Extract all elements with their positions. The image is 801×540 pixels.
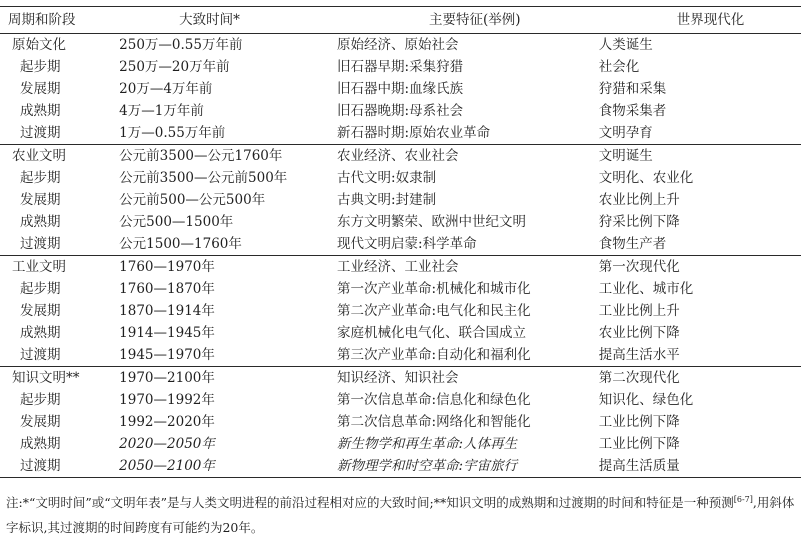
table-row — [0, 455, 801, 478]
modernization-cell: 第一次现代化 — [598, 259, 680, 275]
modernization-cell: 人类诞生 — [598, 37, 653, 53]
time-cell: 250万—20万年前 — [119, 59, 230, 75]
modernization-cell: 文明化、农业化 — [598, 170, 694, 186]
modernization-cell: 文明诞生 — [598, 148, 653, 164]
table-row — [0, 100, 801, 122]
stage-cell: 发展期 — [20, 192, 61, 208]
table-row — [0, 344, 801, 367]
modernization-cell: 农业比例下降 — [598, 325, 680, 341]
time-cell: 1970—2100年 — [119, 370, 215, 386]
time-cell: 公元前3500—公元前500年 — [119, 170, 288, 186]
table-row — [0, 256, 801, 279]
header-stage: 周期和阶段 — [8, 12, 76, 28]
time-cell: 1914—1945年 — [119, 325, 215, 341]
footnote-text: 注:*“文明时间”或“文明年表”是与人类文明进程的前沿过程相对应的大致时间;**知识文明的成熟期和过渡期的时间和特征是一种预测 — [6, 495, 734, 510]
table-row — [0, 367, 801, 390]
feature-cell-italic: 新生物学和再生革命:人体再生 — [337, 436, 518, 452]
table-row — [0, 189, 801, 211]
stage-cell: 起步期 — [20, 281, 61, 297]
modernization-cell: 知识化、绿色化 — [598, 392, 694, 408]
modernization-cell: 第二次现代化 — [598, 370, 680, 386]
feature-cell: 知识经济、知识社会 — [337, 370, 459, 386]
stage-cell: 过渡期 — [20, 347, 61, 363]
table-row — [0, 145, 801, 168]
time-cell: 1992—2020年 — [119, 414, 215, 430]
stage-cell: 农业文明 — [12, 148, 66, 164]
header-time: 大致时间* — [179, 12, 240, 28]
stage-cell: 过渡期 — [20, 236, 61, 252]
header-row — [0, 7, 801, 34]
modernization-cell: 工业比例上升 — [598, 303, 680, 319]
table-row — [0, 300, 801, 322]
group-agricultural — [0, 145, 801, 256]
modernization-cell: 食物采集者 — [598, 103, 667, 119]
modernization-cell: 社会化 — [598, 59, 640, 75]
feature-cell: 原始经济、原始社会 — [337, 37, 459, 53]
feature-cell: 旧石器中期:血缘氏族 — [337, 81, 464, 97]
time-cell-italic: 2050—2100年 — [119, 458, 215, 474]
table-row — [0, 322, 801, 344]
time-cell: 1760—1870年 — [119, 281, 215, 297]
group-primitive — [0, 34, 801, 145]
feature-cell: 古代文明:奴隶制 — [337, 170, 437, 186]
feature-cell: 第二次产业革命:电气化和民主化 — [337, 303, 531, 319]
stage-cell: 起步期 — [20, 170, 61, 186]
stage-cell: 成熟期 — [20, 214, 61, 230]
stage-cell: 过渡期 — [20, 125, 61, 141]
modernization-cell: 提高生活水平 — [598, 347, 680, 363]
civilization-table — [0, 6, 801, 478]
feature-cell: 新石器时期:原始农业革命 — [337, 125, 491, 141]
table-footnote — [6, 487, 796, 540]
stage-cell: 成熟期 — [20, 436, 61, 452]
footnote-reference: [6-7] — [733, 495, 753, 504]
feature-cell: 第一次产业革命:机械化和城市化 — [337, 281, 531, 297]
time-cell: 250万—0.55万年前 — [119, 37, 243, 53]
time-cell: 20万—4万年前 — [119, 81, 213, 97]
header-feature: 主要特征(举例) — [429, 12, 521, 28]
footnote-text-end: ,用斜体字标识,其过渡期的时间跨度有可能约为20年。 — [6, 495, 795, 535]
feature-cell: 农业经济、农业社会 — [337, 148, 459, 164]
table-row — [0, 211, 801, 233]
time-cell: 公元500—1500年 — [119, 214, 234, 230]
time-cell: 公元1500—1760年 — [119, 236, 242, 252]
feature-cell: 工业经济、工业社会 — [337, 259, 459, 275]
table-row — [0, 56, 801, 78]
feature-cell: 第二次信息革命:网络化和智能化 — [337, 414, 531, 430]
stage-cell: 起步期 — [20, 59, 61, 75]
modernization-cell: 文明孕育 — [598, 125, 653, 141]
modernization-cell: 工业比例下降 — [598, 436, 680, 452]
table-header — [0, 7, 801, 34]
stage-cell: 成熟期 — [20, 325, 61, 341]
feature-cell: 古典文明:封建制 — [337, 192, 437, 208]
feature-cell-italic: 新物理学和时空革命:宇宙旅行 — [337, 458, 518, 474]
time-cell: 1945—1970年 — [119, 347, 215, 363]
stage-cell: 发展期 — [20, 303, 61, 319]
table-row — [0, 433, 801, 455]
table-row — [0, 34, 801, 57]
time-cell: 4万—1万年前 — [119, 103, 204, 119]
feature-cell: 东方文明繁荣、欧洲中世纪文明 — [337, 214, 527, 230]
time-cell: 1760—1970年 — [119, 259, 215, 275]
time-cell: 1970—1992年 — [119, 392, 215, 408]
group-knowledge — [0, 367, 801, 478]
feature-cell: 家庭机械化电气化、联合国成立 — [337, 325, 527, 341]
modernization-cell: 食物生产者 — [598, 236, 667, 252]
stage-cell: 工业文明 — [12, 259, 66, 275]
modernization-cell: 狩采比例下降 — [598, 214, 680, 230]
stage-cell: 发展期 — [20, 414, 61, 430]
stage-cell: 发展期 — [20, 81, 61, 97]
group-industrial — [0, 256, 801, 367]
modernization-cell: 工业化、城市化 — [598, 281, 694, 297]
table-row — [0, 278, 801, 300]
feature-cell: 第三次产业革命:自动化和福利化 — [337, 347, 531, 363]
feature-cell: 旧石器晚期:母系社会 — [337, 103, 464, 119]
stage-cell: 起步期 — [20, 392, 61, 408]
modernization-cell: 提高生活质量 — [598, 458, 680, 474]
feature-cell: 旧石器早期:采集狩猎 — [337, 59, 464, 75]
table-row — [0, 122, 801, 145]
feature-cell: 现代文明启蒙:科学革命 — [337, 236, 477, 252]
modernization-cell: 工业比例下降 — [598, 414, 680, 430]
feature-cell: 第一次信息革命:信息化和绿色化 — [337, 392, 531, 408]
time-cell: 公元前3500—公元1760年 — [119, 148, 283, 164]
modernization-cell: 农业比例上升 — [598, 192, 680, 208]
modernization-cell: 狩猎和采集 — [598, 81, 667, 97]
time-cell-italic: 2020—2050年 — [119, 436, 215, 452]
time-cell: 1870—1914年 — [119, 303, 215, 319]
table-row — [0, 389, 801, 411]
stage-cell: 知识文明** — [12, 370, 80, 386]
stage-cell: 原始文化 — [12, 37, 66, 53]
table-row — [0, 78, 801, 100]
header-modernization: 世界现代化 — [676, 12, 745, 28]
stage-cell: 过渡期 — [20, 458, 61, 474]
table-row — [0, 233, 801, 256]
time-cell: 公元前500—公元500年 — [119, 192, 266, 208]
time-cell: 1万—0.55万年前 — [119, 125, 226, 141]
table-row — [0, 167, 801, 189]
table-row — [0, 411, 801, 433]
stage-cell: 成熟期 — [20, 103, 61, 119]
